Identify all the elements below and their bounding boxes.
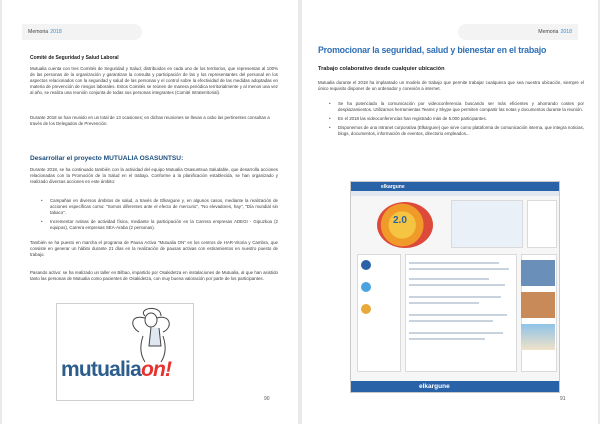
screenshot-text-line xyxy=(409,268,509,270)
screenshot-avatar xyxy=(361,304,371,314)
subheading: Trabajo colaborativo desde cualquier ubicación xyxy=(318,66,445,72)
screenshot-side-panel xyxy=(527,200,557,248)
page-title: Promocionar la seguridad, salud y bienestar en el trabajo xyxy=(318,45,547,55)
list-item: • Disponemos de una Intranet corporativa (Elkargune) que sirve como plataforma de comunicación interna, que integra noticias, blogs, documentos, información de eventos, directorio empleados... xyxy=(328,125,584,137)
paragraph-4: También se ha puesto en marcha el programa de Pausa Activa "Mutualia ON" en los centros de HAR-Vitoria y Cambra, que consiste en generar un hábito durante 21 días en la realización de pausas activas con estiramientos en nuestro puesto de trabajo. xyxy=(30,240,278,258)
paragraph-5: Pasando activo: se ha realizado un taller en Bilbao, impartido por Osakidetza en instalaciones de Mutualia, al que han asistido tanto las personas de Mutualia como pacientes de Osakidetza, con muy buena valoración por parte de los participantes. xyxy=(30,270,278,282)
screenshot-thumbnail xyxy=(521,324,555,350)
logo-text-main: mutualia xyxy=(61,358,141,381)
paragraph-2: Durante 2018 se han reunido en un total de 13 ocasiones; en dichas reuniones se llevan a cabo las pertinentes consultas a través de los Delegados de Prevención. xyxy=(30,115,270,127)
logo-text-on: on! xyxy=(140,358,172,381)
screenshot-avatar xyxy=(361,282,371,292)
screenshot-hero-text: 2.0 xyxy=(393,215,407,226)
screenshot-text-line xyxy=(409,262,499,264)
screenshot-thumbnail xyxy=(521,292,555,318)
list-item: • Se ha potenciado la comunicación por videoconferencia buscando ser más eficientes y ahorrando costes por desplazamientos. Utilizamos herramientas Teams y Skype que permiten compartir las notas y documentos durante la reunión. xyxy=(328,101,584,113)
stretching-figure-illustration xyxy=(121,306,183,364)
mutualia-on-logo xyxy=(56,303,194,401)
screenshot-thumbnail xyxy=(521,260,555,286)
screenshot-avatar xyxy=(361,260,371,270)
header-year: 2018 xyxy=(50,29,62,35)
paragraph-1: Mutualia durante el 2018 ha implantado un modelo de trabajo que permite trabajar cualquiera que sea nuestra ubicación, siempre el único requisito disponer de un ordenador y conexión a internet. xyxy=(318,80,584,92)
page-right xyxy=(302,0,598,424)
page-number: 91 xyxy=(560,396,566,402)
screenshot-text-line xyxy=(409,332,503,334)
screenshot-text-line xyxy=(409,302,479,304)
screenshot-text-line xyxy=(409,278,489,280)
screenshot-bottom-bar xyxy=(351,381,559,392)
heading-comite: Comité de Seguridad y Salud Laboral xyxy=(30,55,119,61)
page-header xyxy=(22,24,142,40)
screenshot-text-line xyxy=(409,338,485,340)
header-label: Memoria xyxy=(28,29,49,35)
screenshot-text-line xyxy=(409,296,501,298)
page-header xyxy=(458,24,578,40)
page-left xyxy=(2,0,298,424)
screenshot-brand-bottom: elkargune xyxy=(419,383,450,390)
screenshot-top-bar xyxy=(351,182,559,191)
bullet-list-right xyxy=(328,101,584,140)
logo-wordmark xyxy=(61,358,171,382)
header-label: Memoria xyxy=(538,29,559,35)
page-number: 90 xyxy=(264,396,270,402)
screenshot-text-line xyxy=(409,284,505,286)
list-item: • Campañas en diversos ámbitos de salud, a través de Elkargune y, en algunos casos, mediante la realización de acciones específicas como: "Somos diferentes ante el efecto de mercurio", "No elevadores, hay", "Día mundial sin tabaco". xyxy=(40,198,278,216)
list-item: • Incrementar rutinas de actividad física, mediante la participación en la Carrera empresas ADEGI - Gipuzkoa (2 equipos), Carrera empresas SEA-Araba (2 personas). xyxy=(40,219,278,231)
paragraph-1: Mutualia cuenta con tres Comités de Seguridad y Salud, distribuidos en cada uno de los territorios, que representan al 100% de las personas de la organización y garantizan la consulta y participación de las y los representantes del personal en los aspectos relacionados con la seguridad y salud de las personas y el control sobre la efectividad de las medidas adoptadas en materia de prevención de riesgos laborales. Estos Comités se reúnen de manera periódica territorialmente y al menos una vez al año, se realiza una reunión conjunta de todas sus personas integrantes (Comité Intraterritorial). xyxy=(30,66,278,96)
header-year: 2018 xyxy=(560,29,572,35)
bullet-list-left xyxy=(40,198,278,234)
screenshot-main-column xyxy=(405,254,517,372)
intranet-screenshot xyxy=(350,181,560,393)
list-item: • En el 2018 las videoconferencias han registrado más de 5.000 participantes. xyxy=(328,116,584,122)
screenshot-nav xyxy=(351,191,559,196)
section-title: Desarrollar el proyecto MUTUALIA OSASUNTSU: xyxy=(30,155,184,162)
screenshot-brand-top: elkargune xyxy=(381,183,405,190)
screenshot-news-panel xyxy=(451,200,523,248)
paragraph-3: Durante 2018, se ha continuado también con la actividad del equipo Mutualia Osasuntsua Saludable, que desarrolla acciones relacionadas con la Promoción de la Salud en el trabajo. Conforme a la planificación establecida, se han organizado y realizado diversas acciones en este ámbito: xyxy=(30,167,278,185)
screenshot-text-line xyxy=(409,314,507,316)
screenshot-text-line xyxy=(409,320,493,322)
